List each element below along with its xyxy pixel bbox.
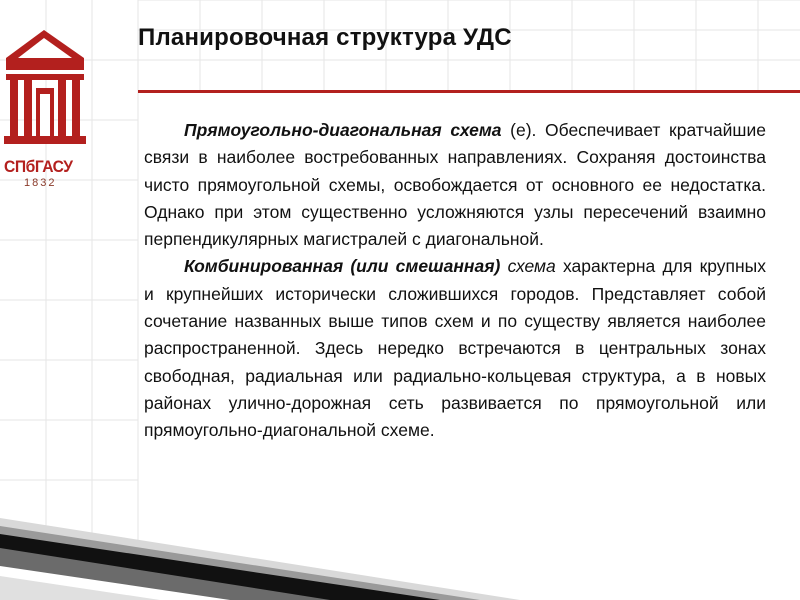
university-logo xyxy=(0,18,92,189)
logo-year: 1832 xyxy=(24,177,57,189)
paragraph-text: характерна для крупных и крупнейших исторически сложившихся городов. Представляет собой сочетание названных выше типов схем и по существу является наиболее распространенной. Здесь нередко встречаются в центральных зонах свободная, радиальная или радиально-кольцевая структура, а в новых районах улично-дорожная сеть развивается по прямоугольной или прямоугольно-диагональной схеме. xyxy=(144,256,766,441)
decorative-corner-stripes xyxy=(0,470,800,600)
building-emblem-icon xyxy=(0,18,92,158)
slide-body xyxy=(144,117,766,445)
title-underline xyxy=(138,90,800,93)
term-combined: Комбинированная (или смешанная) xyxy=(184,256,501,277)
term-tail: схема xyxy=(507,256,556,277)
paragraph-rectangular-diagonal xyxy=(144,117,766,253)
paragraph-combined xyxy=(144,253,766,444)
scheme-label: (е). xyxy=(510,120,537,140)
term-rectangular-diagonal: Прямоугольно-диагональная схема xyxy=(184,120,502,140)
slide-title: Планировочная структура УДС xyxy=(138,24,512,51)
paragraph-text: Обеспечивает кратчайшие связи в наиболее востребованных направлениях. Сохраняя достоинства чисто прямоугольной схемы, освобождается от основного ее недостатка. Однако при этом существенно усложняются узлы пересечений взаимно перпендикулярных магистралей с диагональной. xyxy=(144,120,766,250)
logo-name: СПбГАСУ xyxy=(4,157,73,176)
